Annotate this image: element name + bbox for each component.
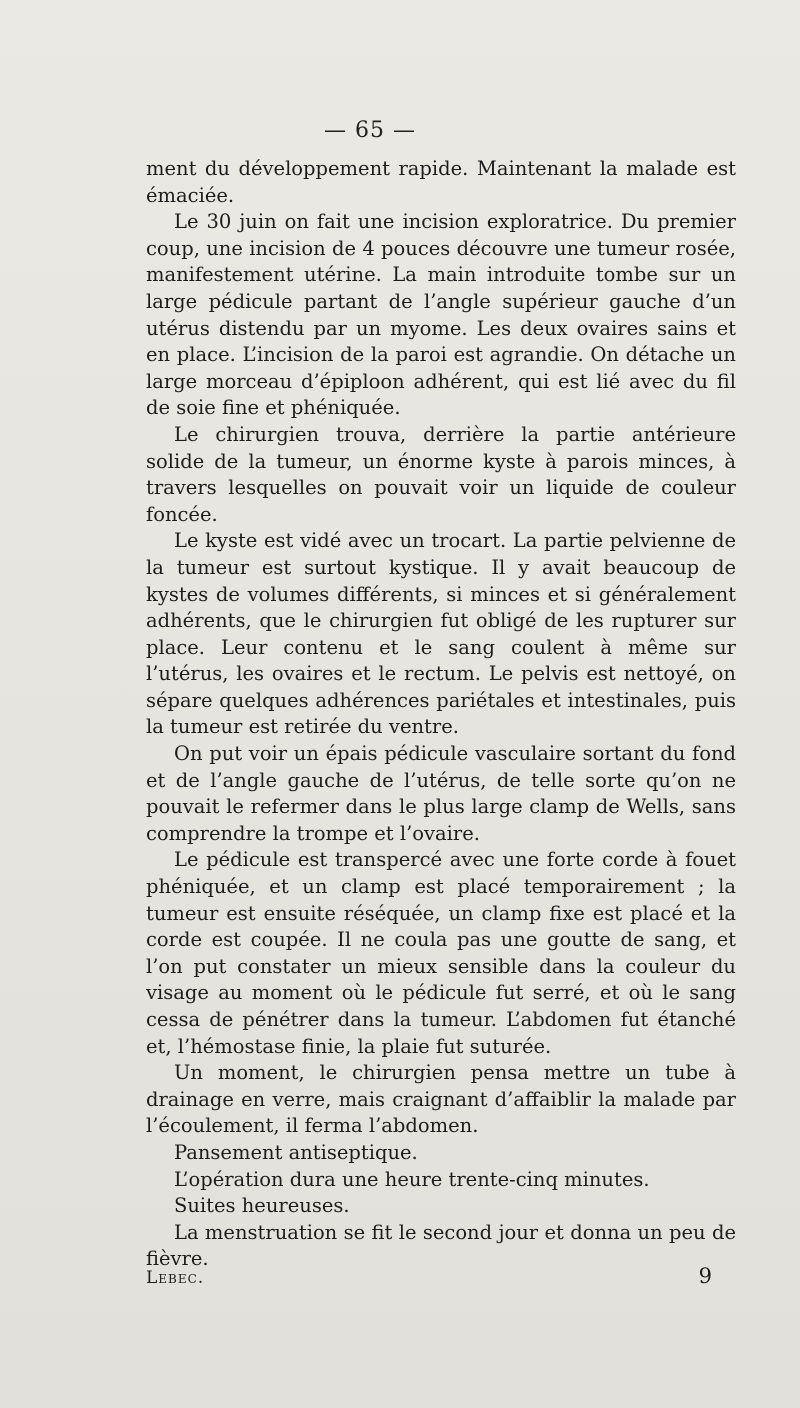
paragraph-pedicule: On put voir un épais pédicule vasculaire sortant du fond et de l’angle gauche de l’utérus, de telle sorte qu’on ne pouvait le refermer dans le plus large clamp de Wells, sans comprendre la trompe et l’ovaire. bbox=[146, 742, 736, 845]
paragraph-trocart: Le kyste est vidé avec un trocart. La partie pelvienne de la tumeur est surtout kystique. Il y avait beaucoup de kystes de volumes différents, si minces et si généralement adhérents, que le chirurgien fut obligé de les rupturer sur place. Leur contenu et le sang coulent à même sur l’utérus, les ovaires et le rectum. Le pelvis est nettoyé, on sépare quelques adhérences pariétales et intestinales, puis la tumeur est retirée du ventre. bbox=[146, 529, 736, 739]
paragraph-incision: Le 30 juin on fait une incision exploratrice. Du premier coup, une incision de 4 pouces découvre une tumeur rosée, manifestement utérine. La main introduite tombe sur un large pédicule partant de l’angle supérieur gauche d’un utérus distendu par un myome. Les deux ovaires sains et en place. L’incision de la paroi est agrandie. On détache un large morceau d’épiploon adhérent, qui est lié avec du fil de soie fine et phéniquée. bbox=[146, 210, 736, 420]
page-footer bbox=[146, 1256, 712, 1288]
printer-signature: Lebec. bbox=[146, 1268, 205, 1288]
paragraph-clamp: Le pédicule est transpercé avec une forte corde à fouet phéniquée, et un clamp est placé temporairement ; la tumeur est ensuite réséquée, un clamp fixe est placé et la corde est coupée. Il ne coula pas une goutte de sang, et l’on put constater un mieux sensible dans la couleur du visage au moment où le pédicule fut serré, et où le sang cessa de pénétrer dans la tumeur. L’abdomen fut étanché et, l’hémostase finie, la plaie fut suturée. bbox=[146, 848, 736, 1058]
paragraph-drainage: Un moment, le chirurgien pensa mettre un tube à drainage en verre, mais craignant d’affaiblir la malade par l’écoulement, il ferma l’abdomen. bbox=[146, 1061, 736, 1138]
paragraph-duree: L’opération dura une heure trente-cinq minutes. bbox=[174, 1167, 650, 1191]
paragraph-suites: Suites heureuses. bbox=[174, 1194, 350, 1218]
paragraph-continuation: ment du développement rapide. Maintenant la malade est émaciée. bbox=[146, 157, 736, 207]
paragraph-kyste: Le chirurgien trouva, derrière la partie antérieure solide de la tumeur, un énorme kyste à parois minces, à travers lesquelles on pouvait voir un liquide de couleur foncée. bbox=[146, 422, 736, 526]
body-text bbox=[146, 156, 736, 1273]
page-number: — 65 — bbox=[324, 118, 416, 143]
paragraph-pansement: Pansement antiseptique. bbox=[174, 1140, 418, 1164]
sheet-number: 9 bbox=[698, 1264, 712, 1288]
paragraph-menstruation: La menstruation se fit le second jour et donna un peu de fièvre. bbox=[146, 1220, 736, 1271]
